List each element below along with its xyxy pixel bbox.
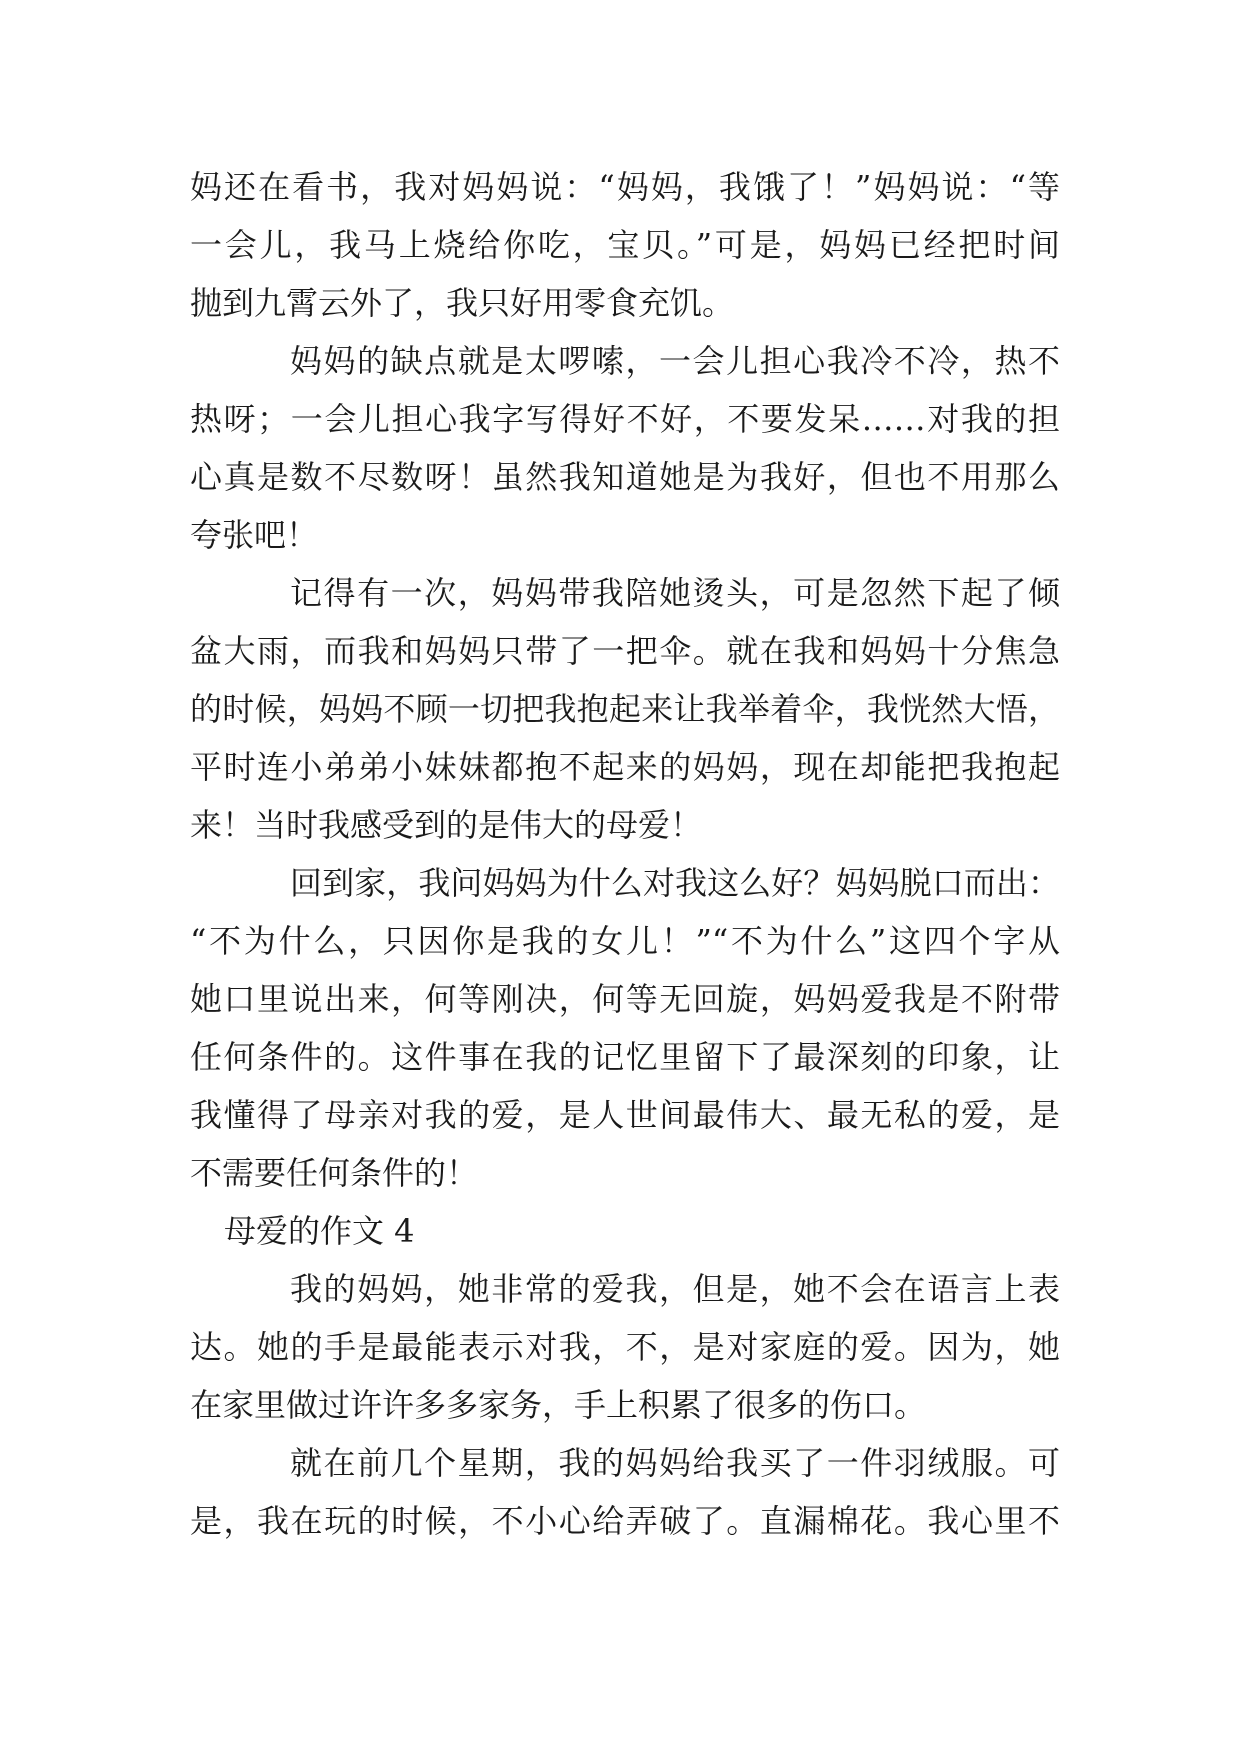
paragraph [190, 332, 1060, 564]
text-line: 是，我在玩的时候，不小心给弄破了。直漏棉花。我心里不 [190, 1502, 1060, 1540]
text-line: 心真是数不尽数呀！虽然我知道她是为我好，但也不用那么 [190, 458, 1060, 496]
text-line: 妈还在看书，我对妈妈说：“妈妈，我饿了！”妈妈说：“等 [190, 168, 1060, 206]
text-line: 我的妈妈，她非常的爱我，但是，她不会在语言上表 [290, 1270, 1060, 1308]
text-line: 任何条件的。这件事在我的记忆里留下了最深刻的印象，让 [190, 1038, 1060, 1076]
text-line: 达。她的手是最能表示对我，不，是对家庭的爱。因为，她 [190, 1328, 1060, 1366]
paragraph [190, 1434, 1060, 1550]
text-line: 热呀；一会儿担心我字写得好不好，不要发呆……对我的担 [190, 400, 1060, 438]
text-line: 夸张吧！ [190, 516, 319, 554]
text-line: 的时候，妈妈不顾一切把我抱起来让我举着伞，我恍然大悟， [190, 690, 1060, 728]
text-line: “不为什么，只因你是我的女儿！”“不为什么”这四个字从 [190, 922, 1060, 960]
text-line: 在家里做过许许多多家务，手上积累了很多的伤口。 [190, 1386, 927, 1424]
text-line: 妈妈的缺点就是太啰嗦，一会儿担心我冷不冷，热不 [290, 342, 1060, 380]
text-line: 就在前几个星期，我的妈妈给我买了一件羽绒服。可 [290, 1444, 1060, 1482]
text-line: 抛到九霄云外了，我只好用零食充饥。 [190, 284, 735, 322]
text-line: 记得有一次，妈妈带我陪她烫头，可是忽然下起了倾 [290, 574, 1060, 612]
paragraph [190, 854, 1060, 1202]
text-line: 平时连小弟弟小妹妹都抱不起来的妈妈，现在却能把我抱起 [190, 748, 1060, 786]
text-line: 盆大雨，而我和妈妈只带了一把伞。就在我和妈妈十分焦急 [190, 632, 1060, 670]
paragraph [190, 1260, 1060, 1434]
text-line: 不需要任何条件的！ [190, 1154, 479, 1192]
section-heading: 母爱的作文 4 [224, 1212, 415, 1250]
text-line: 回到家，我问妈妈为什么对我这么好？妈妈脱口而出： [290, 864, 1060, 902]
text-line: 来！当时我感受到的是伟大的母爱！ [190, 806, 703, 844]
paragraph [190, 564, 1060, 854]
text-line: 一会儿，我马上烧给你吃，宝贝。”可是，妈妈已经把时间 [190, 226, 1060, 264]
paragraph [190, 158, 1060, 332]
text-line: 她口里说出来，何等刚决，何等无回旋，妈妈爱我是不附带 [190, 980, 1060, 1018]
text-line: 我懂得了母亲对我的爱，是人世间最伟大、最无私的爱，是 [190, 1096, 1060, 1134]
document-body [190, 158, 1060, 1550]
